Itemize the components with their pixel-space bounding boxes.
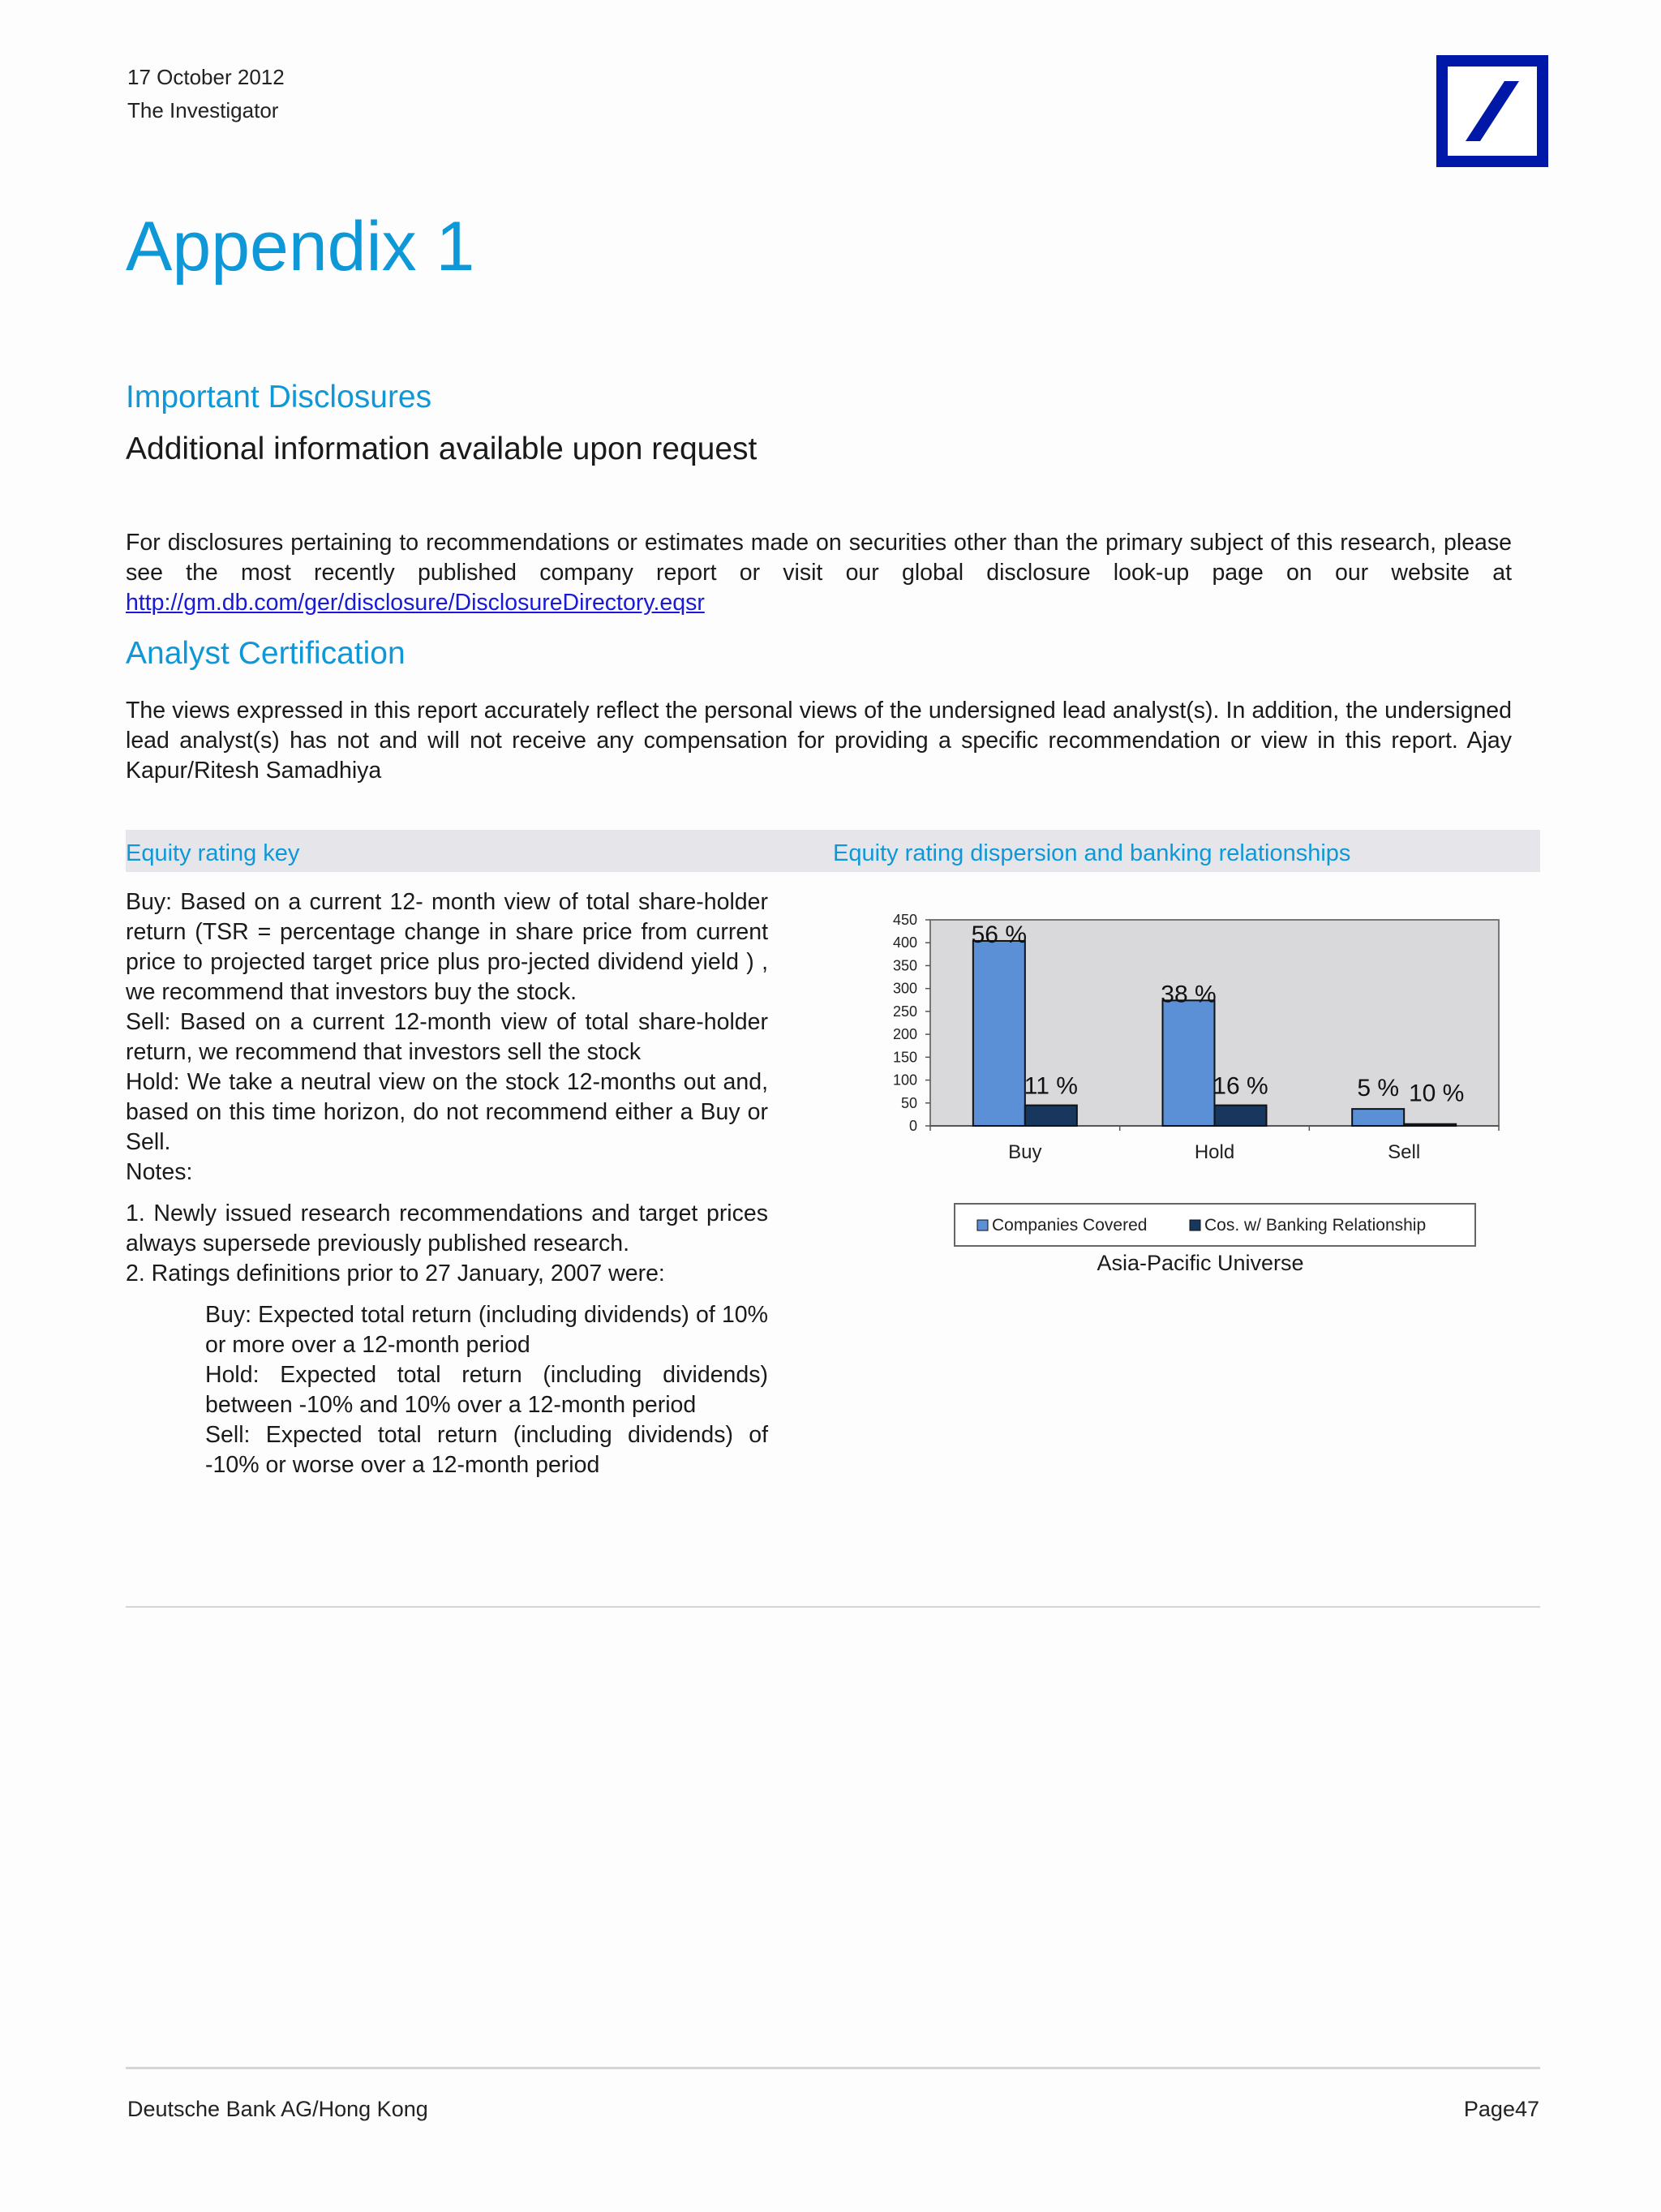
rating-dispersion-chart <box>860 892 1509 1282</box>
rating-hold-definition: Hold: We take a neutral view on the stock 12-months out and, based on this time horizon, do not recommend either a Buy or Sell. <box>126 1069 768 1155</box>
rating-buy-definition: Buy: Based on a current 12- month view of total share-holder return (TSR = percentage change in share price from current price to projected target price plus pro-jected dividend yield ) , we recommend that investors buy the stock. <box>126 889 768 1005</box>
y-tick-label: 0 <box>908 1118 917 1134</box>
certification-paragraph: The views expressed in this report accurately reflect the personal views of the undersigned lead analyst(s). In addition, the undersigned lead analyst(s) has not and will not receive any compensation for providing a specific recommendation or view in this report. Ajay Kapur/Ritesh Samadhiya <box>126 698 1512 784</box>
x-tick-label: Hold <box>1194 1141 1235 1163</box>
rating-key-definitions <box>126 887 768 1480</box>
data-label: 16 % <box>1212 1072 1268 1100</box>
legend-swatch <box>1190 1220 1200 1231</box>
chart-caption: Asia-Pacific Universe <box>1097 1251 1304 1275</box>
x-tick-label: Buy <box>1008 1141 1042 1163</box>
y-tick-label: 450 <box>892 912 917 928</box>
rating-key-heading: Equity rating key <box>126 840 300 866</box>
report-date: 17 October 2012 <box>127 65 285 89</box>
page-title: Appendix 1 <box>126 208 475 286</box>
disclosures-paragraph <box>126 528 1512 618</box>
deutsche-bank-logo-icon <box>1436 55 1548 167</box>
y-tick-label: 50 <box>900 1094 917 1111</box>
old-sell-definition: Sell: Expected total return (including dividends) of -10% or worse over a 12-month period <box>205 1422 768 1478</box>
disclosure-directory-link[interactable]: http://gm.db.com/ger/disclosure/DisclosureDirectory.eqsr <box>126 590 705 616</box>
note-2: 2. Ratings definitions prior to 27 January, 2007 were: <box>126 1261 665 1286</box>
certification-heading: Analyst Certification <box>126 636 406 671</box>
y-tick-label: 250 <box>892 1003 917 1020</box>
data-label: 10 % <box>1408 1080 1465 1107</box>
y-tick-label: 350 <box>892 957 917 974</box>
legend-label: Companies Covered <box>992 1216 1148 1235</box>
publication-name: The Investigator <box>127 98 279 122</box>
legend-swatch <box>977 1220 988 1231</box>
section-divider <box>126 1606 1540 1608</box>
dispersion-heading: Equity rating dispersion and banking relationships <box>833 840 1351 866</box>
footer-divider <box>126 2067 1540 2069</box>
x-tick-label: Sell <box>1388 1141 1421 1163</box>
bar-companies-covered <box>973 941 1025 1126</box>
bar-companies-covered <box>1163 1000 1215 1126</box>
chart-svg <box>860 892 1509 1282</box>
bar-banking-relationship <box>1025 1106 1077 1126</box>
data-label: 11 % <box>1024 1072 1078 1100</box>
data-label: 38 % <box>1161 981 1217 1008</box>
bar-banking-relationship <box>1215 1106 1267 1126</box>
bar-banking-relationship <box>1404 1124 1456 1126</box>
rating-sell-definition: Sell: Based on a current 12-month view of total share-holder return, we recommend that investors sell the stock <box>126 1009 768 1065</box>
data-label: 5 % <box>1357 1075 1400 1102</box>
footer-entity: Deutsche Bank AG/Hong Kong <box>127 2097 428 2121</box>
disclosures-text: For disclosures pertaining to recommendations or estimates made on securities other than the primary subject of this research, please see the most recently published company report or visit our global disclosure look-up page on our website at <box>126 530 1512 586</box>
data-label: 56 % <box>971 921 1028 948</box>
y-tick-label: 300 <box>892 980 917 997</box>
disclosures-heading: Important Disclosures <box>126 380 432 414</box>
legend-label: Cos. w/ Banking Relationship <box>1204 1216 1427 1235</box>
notes-label: Notes: <box>126 1159 193 1185</box>
y-tick-label: 150 <box>892 1049 917 1066</box>
note-1: 1. Newly issued research recommendations and target prices always supersede previously published research. <box>126 1200 768 1256</box>
disclosures-subheading: Additional information available upon request <box>126 432 758 466</box>
y-tick-label: 400 <box>892 934 917 951</box>
old-hold-definition: Hold: Expected total return (including dividends) between -10% and 10% over a 12-month period <box>205 1362 768 1418</box>
y-tick-label: 200 <box>892 1026 917 1043</box>
bar-companies-covered <box>1352 1109 1404 1126</box>
old-buy-definition: Buy: Expected total return (including dividends) of 10% or more over a 12-month period <box>205 1302 768 1358</box>
y-tick-label: 100 <box>892 1072 917 1089</box>
page-number: Page47 <box>1463 2097 1539 2121</box>
